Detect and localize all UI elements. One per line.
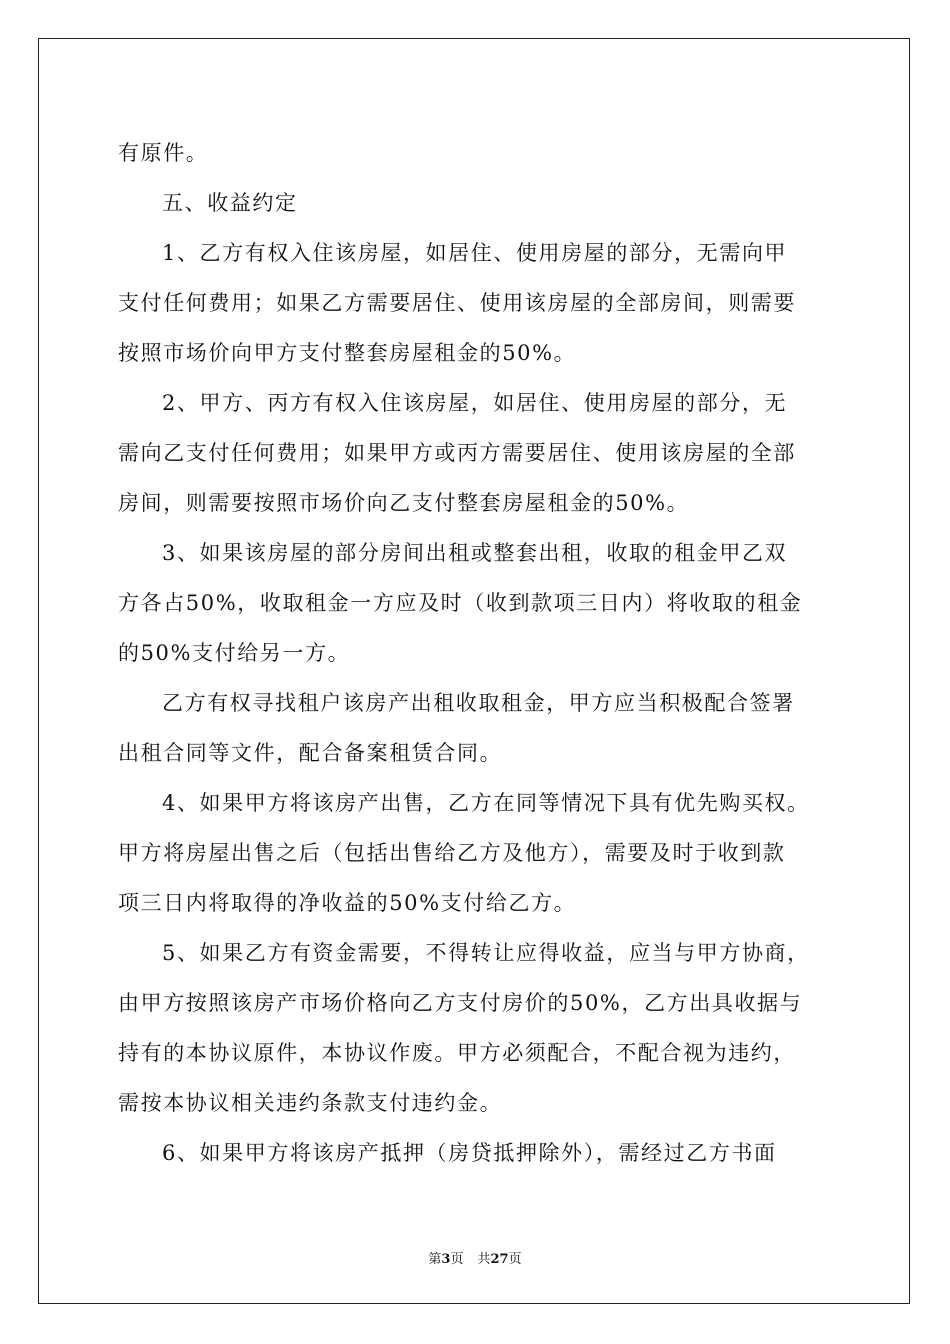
page-suffix: 页 [450,1252,464,1267]
text-line: 由甲方按照该房产市场价格向乙方支付房价的50%，乙方出具收据与 [118,991,803,1015]
total-prefix: 共 [477,1252,491,1267]
text-line: 出租合同等文件，配合备案租赁合同。 [118,741,503,765]
text-line: 需向乙支付任何费用；如果甲方或丙方需要居住、使用该房屋的全部 [118,441,796,465]
text-line: 甲方将房屋出售之后（包括出售给乙方及他方），需要及时于收到款 [118,841,786,865]
page-footer [0,1248,950,1267]
text-line: 需按本协议相关违约条款支付违约金。 [118,1091,503,1115]
text-line: 持有的本协议原件，本协议作废。甲方必须配合，不配合视为违约， [118,1041,796,1065]
page-total: 27 [490,1252,509,1267]
text-line: 的50%支付给另一方。 [118,641,351,665]
page-current: 3 [441,1252,451,1267]
document-body [118,128,838,1178]
total-suffix: 页 [508,1252,522,1267]
text-line: 项三日内将取得的净收益的50%支付给乙方。 [118,891,577,915]
text-line: 乙方有权寻找租户该房产出租收取租金，甲方应当积极配合签署 [162,691,795,715]
text-line: 方各占50%，收取租金一方应及时（收到款项三日内）将收取的租金 [118,591,803,615]
text-line: 4、如果甲方将该房产出售，乙方在同等情况下具有优先购买权。 [162,791,810,815]
text-line: 有原件。 [118,141,209,165]
text-line: 2、甲方、丙方有权入住该房屋，如居住、使用房屋的部分，无 [162,391,788,415]
text-line: 支付任何费用；如果乙方需要居住、使用该房屋的全部房间，则需要 [118,291,796,315]
text-line: 6、如果甲方将该房产抵押（房贷抵押除外），需经过乙方书面 [162,1141,777,1165]
section-heading: 五、收益约定 [162,191,298,215]
page-prefix: 第 [428,1252,442,1267]
text-line: 1、乙方有权入住该房屋，如居住、使用房屋的部分，无需向甲 [162,241,788,265]
text-line: 按照市场价向甲方支付整套房屋租金的50%。 [118,341,577,365]
text-line: 3、如果该房屋的部分房间出租或整套出租，收取的租金甲乙双 [162,541,788,565]
text-line: 5、如果乙方有资金需要，不得转让应得收益，应当与甲方协商， [162,941,810,965]
text-line: 房间，则需要按照市场价向乙支付整套房屋租金的50%。 [118,491,690,515]
